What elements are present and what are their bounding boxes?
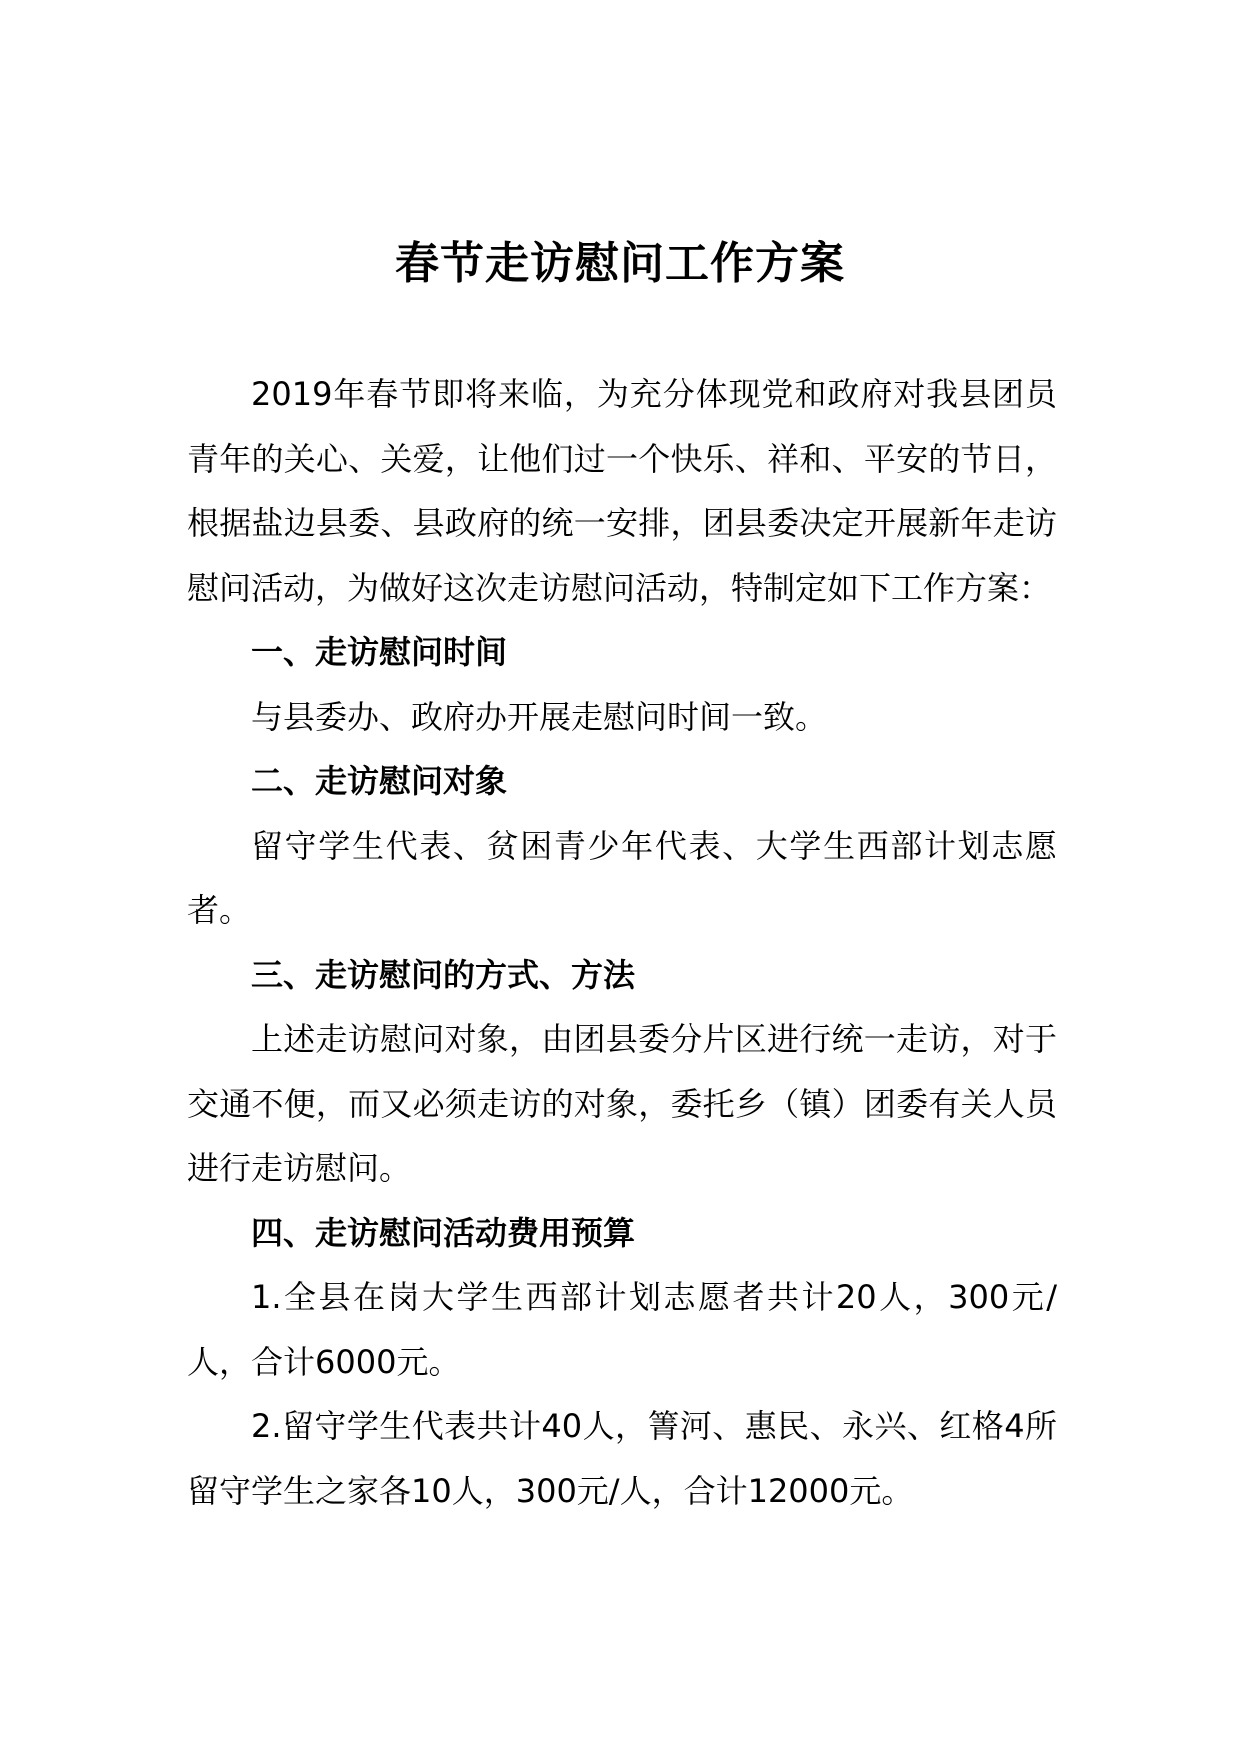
section-heading-budget: 四、走访慰问活动费用预算	[251, 1213, 636, 1252]
section-heading-targets: 二、走访慰问对象	[251, 762, 508, 800]
section-heading-time: 一、走访慰问时间	[251, 633, 508, 671]
budget-item-2: 2.留守学生代表共计40人，箐河、惠民、永兴、红格4所留守学生之家各10人，300元/人，合计12000元。	[187, 1407, 1057, 1510]
document-body	[187, 362, 1057, 1523]
budget-item-1: 1.全县在岗大学生西部计划志愿者共计20人，300元/人，合计6000元。	[187, 1278, 1057, 1381]
document-title: 春节走访慰问工作方案	[395, 238, 845, 289]
section-paragraph-methods: 上述走访慰问对象，由团县委分片区进行统一走访，对于交通不便，而又必须走访的对象，委托乡（镇）团委有关人员进行走访慰问。	[187, 1020, 1057, 1187]
section-paragraph-targets: 留守学生代表、贫困青少年代表、大学生西部计划志愿者。	[187, 826, 1057, 929]
section-paragraph-time: 与县委办、政府办开展走慰问时间一致。	[251, 697, 828, 736]
intro-paragraph: 2019年春节即将来临，为充分体现党和政府对我县团员青年的关心、关爱，让他们过一个快乐、祥和、平安的节日，根据盐边县委、县政府的统一安排，团县委决定开展新年走访慰问活动，为做好这次走访慰问活动，特制定如下工作方案：	[187, 375, 1057, 607]
section-heading-methods: 三、走访慰问的方式、方法	[251, 955, 636, 994]
